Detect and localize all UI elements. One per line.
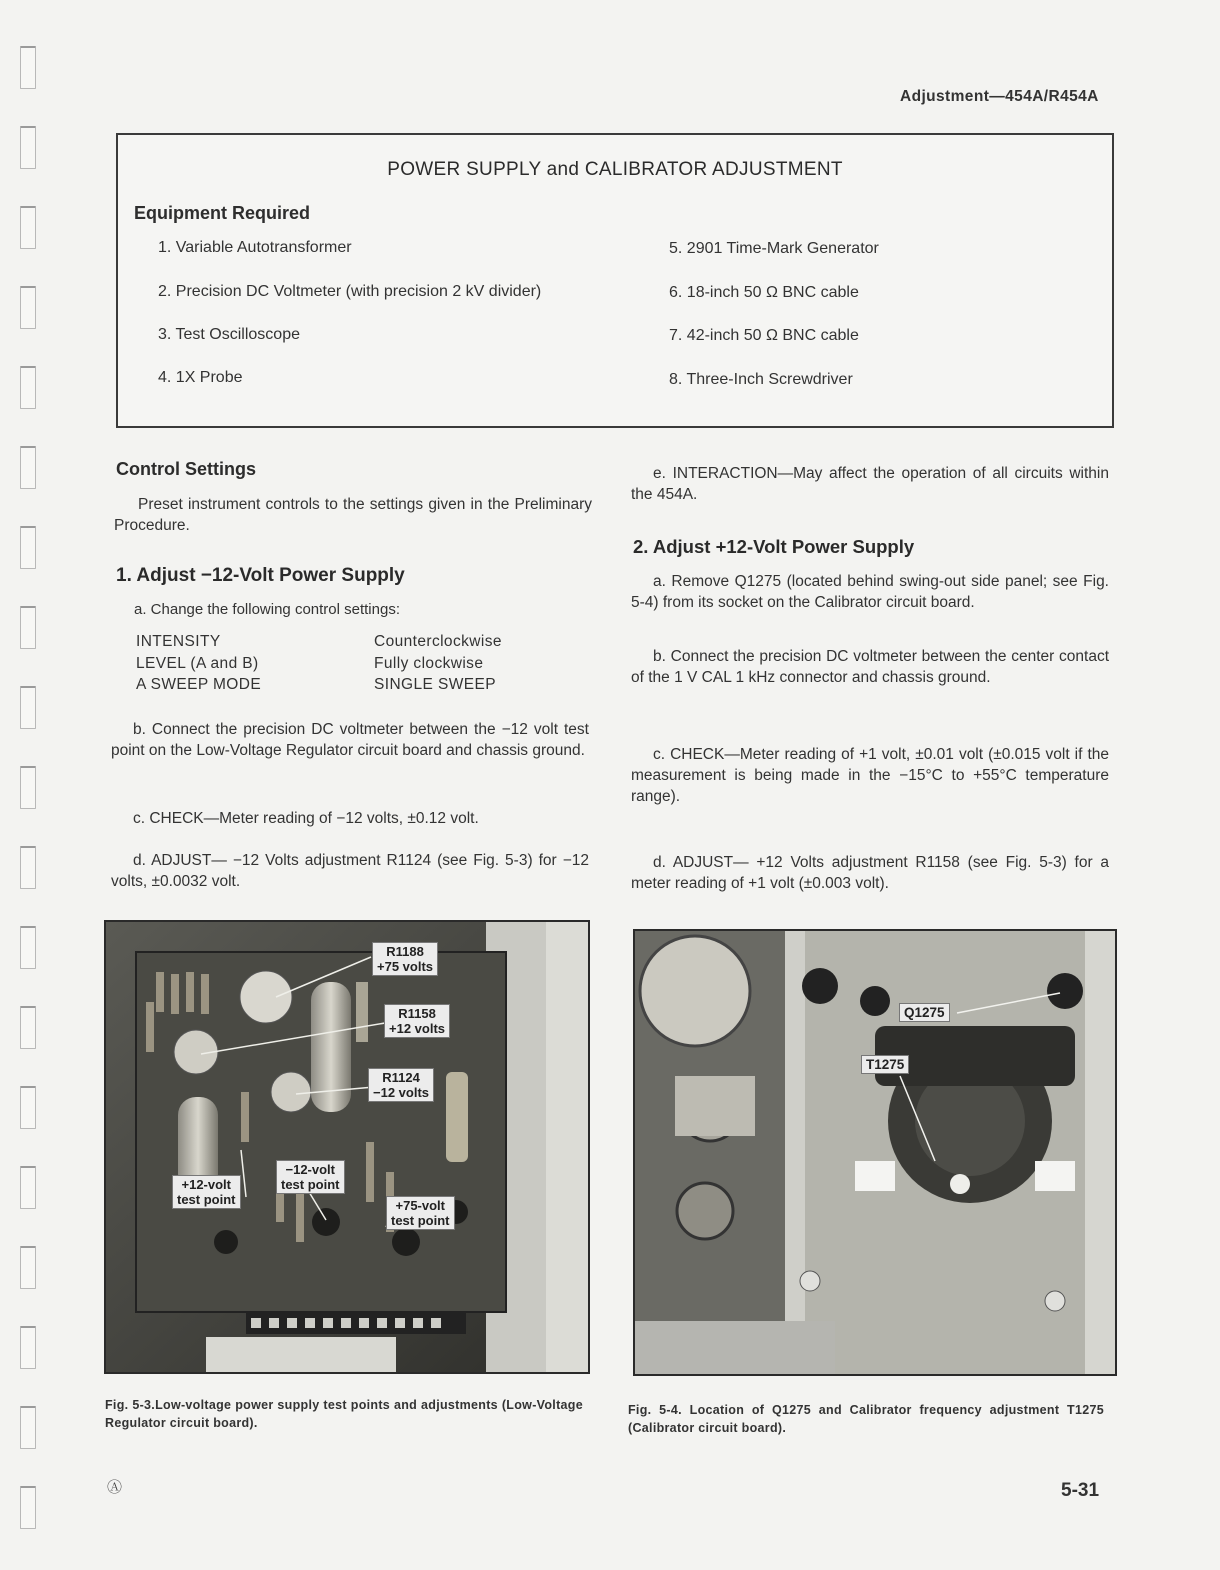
equipment-item: 4. 1X Probe (158, 369, 243, 386)
equipment-item: 1. Variable Autotransformer (158, 239, 352, 256)
setting-value: SINGLE SWEEP (374, 676, 496, 693)
page-number: 5-31 (1061, 1480, 1100, 1501)
step2-d: d. ADJUST— +12 Volts adjustment R1158 (see Fig. 5-3) for a meter reading of +1 volt (±0.003 volt). (631, 854, 1109, 892)
revision-mark: Ⓐ (107, 1479, 123, 1496)
equipment-item: 7. 42-inch 50 Ω BNC cable (669, 327, 859, 344)
fig-5-3-photo (104, 920, 590, 1374)
fig-5-4-photo (633, 929, 1117, 1376)
step2-a: a. Remove Q1275 (located behind swing-out side panel; see Fig. 5-4) from its socket on the Calibrator circuit board. (631, 573, 1109, 611)
setting-value: Fully clockwise (374, 654, 484, 672)
step1-a: a. Change the following control settings: (134, 601, 400, 618)
step1-heading: 1. Adjust −12-Volt Power Supply (116, 565, 405, 586)
control-settings-text: Preset instrument controls to the settings given in the Preliminary Procedure. (114, 496, 592, 534)
fig-5-4-caption: Fig. 5-4. Location of Q1275 and Calibrator frequency adjustment T1275 (Calibrator circuit board). (628, 1403, 1104, 1435)
label-q1275: Q1275 (899, 1003, 950, 1022)
step2-heading: 2. Adjust +12-Volt Power Supply (633, 536, 915, 557)
step1-d: d. ADJUST— −12 Volts adjustment R1124 (see Fig. 5-3) for −12 volts, ±0.0032 volt. (111, 852, 589, 890)
calibrator-board-photo (635, 931, 1115, 1374)
label-plus12-test-point: +12-volt test point (172, 1175, 241, 1209)
equipment-item: 6. 18-inch 50 Ω BNC cable (669, 284, 859, 301)
label-plus75-test-point: +75-volt test point (386, 1196, 455, 1230)
fig-5-3-caption: Fig. 5-3.Low-voltage power supply test points and adjustments (Low-Voltage Regulator circuit board). (105, 1398, 583, 1430)
section-title: POWER SUPPLY and CALIBRATOR ADJUSTMENT (387, 159, 843, 180)
circuit-board-photo (106, 922, 588, 1372)
step2-b: b. Connect the precision DC voltmeter between the center contact of the 1 V CAL 1 kHz connector and chassis ground. (631, 648, 1109, 686)
setting-name: INTENSITY (136, 633, 221, 650)
label-t1275: T1275 (861, 1055, 909, 1074)
control-settings-heading: Control Settings (116, 459, 256, 479)
equipment-heading: Equipment Required (134, 203, 311, 223)
equipment-item: 2. Precision DC Voltmeter (with precision 2 kV divider) (158, 283, 542, 300)
setting-name: A SWEEP MODE (136, 676, 262, 693)
label-minus12-test-point: −12-volt test point (276, 1160, 345, 1194)
label-r1188: R1188 +75 volts (372, 942, 438, 976)
binder-holes (0, 0, 48, 1570)
setting-name: LEVEL (A and B) (136, 654, 259, 672)
equipment-box (116, 133, 1114, 428)
label-r1124: R1124 −12 volts (368, 1068, 434, 1102)
equipment-item: 8. Three-Inch Screwdriver (669, 371, 853, 388)
settings-values (374, 631, 502, 696)
setting-value: Counterclockwise (374, 633, 502, 650)
label-r1158: R1158 +12 volts (384, 1004, 450, 1038)
step1-c: c. CHECK—Meter reading of −12 volts, ±0.12 volt. (133, 810, 479, 827)
step-e-interaction: e. INTERACTION—May affect the operation of all circuits within the 454A. (631, 465, 1109, 503)
equipment-item: 5. 2901 Time-Mark Generator (669, 240, 879, 257)
step2-c: c. CHECK—Meter reading of +1 volt, ±0.01 volt (±0.015 volt if the measurement is being made in the −15°C to +55°C temperature range). (631, 746, 1109, 805)
equipment-item: 3. Test Oscilloscope (158, 326, 300, 343)
step1-b: b. Connect the precision DC voltmeter between the −12 volt test point on the Low-Voltage Regulator circuit board and chassis ground. (111, 721, 589, 759)
settings-names (136, 631, 261, 696)
page-header: Adjustment—454A/R454A (900, 88, 1099, 105)
